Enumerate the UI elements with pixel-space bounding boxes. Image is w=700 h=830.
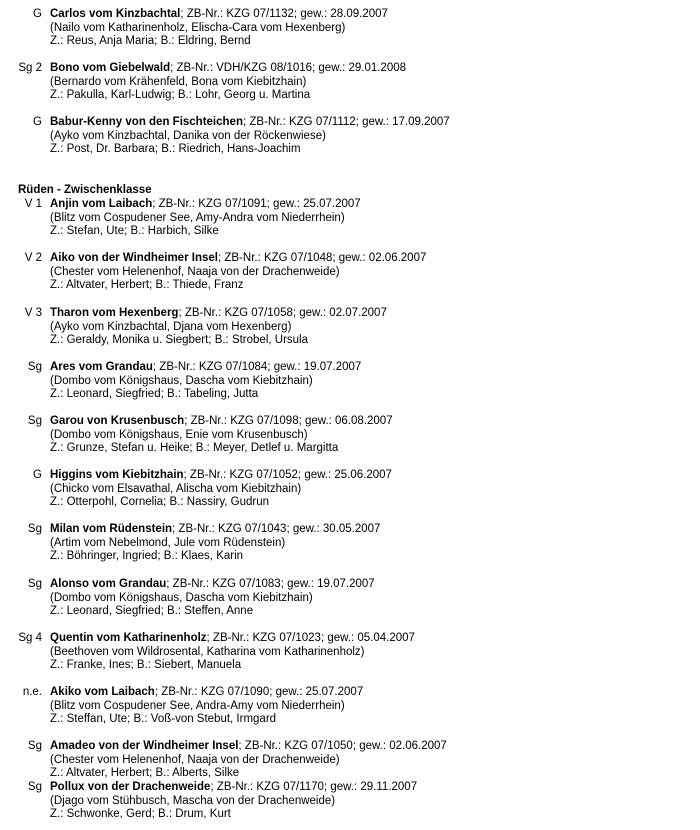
entry-body xyxy=(50,523,690,564)
parents-line: (Dombo vom Königshaus, Dascha vom Kiebitzhain) xyxy=(50,591,313,604)
entry-grade: Sg xyxy=(27,523,42,535)
registration-details: ; ZB-Nr.: KZG 07/1058; gew.: 02.07.2007 xyxy=(178,307,387,319)
parents-line: (Dombo vom Königshaus, Enie vom Krusenbusch) xyxy=(50,428,308,441)
breeder-owner-line: Z.: Altvater, Herbert; B.: Thiede, Franz xyxy=(50,279,244,291)
entry-title-line xyxy=(50,578,690,592)
breeder-owner-line: Z.: Leonard, Siegfried; B.: Tabeling, Jutta xyxy=(50,388,259,400)
entry-grade: Sg xyxy=(27,781,42,793)
entry-title-line xyxy=(50,415,690,429)
registration-details: ; ZB-Nr.: KZG 07/1112; gew.: 17.09.2007 xyxy=(242,116,450,128)
breeder-owner-line: Z.: Post, Dr. Barbara; B.: Riedrich, Hans-Joachim xyxy=(50,143,301,155)
dog-name: Amadeo von der Windheimer Insel xyxy=(50,740,239,752)
dog-name: Anjin vom Laibach xyxy=(50,198,153,210)
breeder-owner-line: Z.: Steffan, Ute; B.: Voß-von Stebut, Irmgard xyxy=(50,713,277,725)
registration-details: ; ZB-Nr.: KZG 07/1083; gew.: 19.07.2007 xyxy=(166,578,375,590)
entry-body xyxy=(50,740,690,781)
entry-body xyxy=(50,686,690,727)
entry-grade: Sg 2 xyxy=(18,62,42,74)
entry-title-line xyxy=(50,198,690,212)
parents-line: (Ayko vom Kinzbachtal, Danika von der Röckenwiese) xyxy=(50,129,326,142)
entry-body xyxy=(50,578,690,619)
breeder-owner-line: Z.: Otterpohl, Cornelia; B.: Nassiry, Gudrun xyxy=(50,496,270,508)
entry-body xyxy=(50,62,690,103)
dog-name: Akiko vom Laibach xyxy=(50,686,155,698)
parents-line: (Bernardo vom Krähenfeld, Bona vom Kiebitzhain) xyxy=(50,75,307,88)
dog-name: Carlos vom Kinzbachtal xyxy=(50,8,181,20)
registration-details: ; ZB-Nr.: KZG 07/1048; gew.: 02.06.2007 xyxy=(217,252,427,264)
registration-details: ; ZB-Nr.: KZG 07/1084; gew.: 19.07.2007 xyxy=(152,361,362,373)
breeder-owner-line: Z.: Geraldy, Monika u. Siegbert; B.: Strobel, Ursula xyxy=(50,334,309,346)
parents-line: (Chester vom Helenenhof, Naaja von der Drachenweide) xyxy=(50,265,340,278)
breeder-owner-line: Z.: Grunze, Stefan u. Heike; B.: Meyer, Detlef u. Margitta xyxy=(50,442,339,454)
entry-body xyxy=(50,307,690,348)
breeder-owner-line: Z.: Böhringer, Ingried; B.: Klaes, Karin xyxy=(50,550,244,562)
breeder-owner-line: Z.: Reus, Anja Maria; B.: Eldring, Bernd xyxy=(50,35,251,47)
section-heading: Rüden - Zwischenklasse xyxy=(18,184,152,196)
registration-details: ; ZB-Nr.: KZG 07/1091; gew.: 25.07.2007 xyxy=(152,198,361,210)
breeder-owner-line: Z.: Schwonke, Gerd; B.: Drum, Kurt xyxy=(50,808,231,820)
entry-grade: Sg xyxy=(27,415,42,427)
registration-details: ; ZB-Nr.: KZG 07/1043; gew.: 30.05.2007 xyxy=(172,523,381,535)
entry-body xyxy=(50,781,690,822)
entry-title-line xyxy=(50,740,690,754)
entry-grade: n.e. xyxy=(22,686,42,698)
entry-grade: Sg xyxy=(27,361,42,373)
registration-details: ; ZB-Nr.: KZG 07/1098; gew.: 06.08.2007 xyxy=(184,415,393,427)
entry-title-line xyxy=(50,781,690,795)
entry-grade: Sg xyxy=(27,740,42,752)
dog-name: Milan vom Rüdenstein xyxy=(50,523,173,535)
dog-name: Garou von Krusenbusch xyxy=(50,415,185,427)
entry-title-line xyxy=(50,307,690,321)
entry-grade: G xyxy=(33,8,42,20)
entry-body xyxy=(50,252,690,293)
dog-name: Babur-Kenny von den Fischteichen xyxy=(50,116,243,128)
parents-line: (Beethoven vom Wildrosental, Katharina vom Katharinenholz) xyxy=(50,645,365,658)
entry-title-line xyxy=(50,686,690,700)
parents-line: (Chicko vom Elsavathal, Alischa vom Kiebitzhain) xyxy=(50,482,302,495)
parents-line: (Chester vom Helenenhof, Naaja von der Drachenweide) xyxy=(50,753,340,766)
entry-body xyxy=(50,8,690,49)
entry-body xyxy=(50,198,690,239)
registration-details: ; ZB-Nr.: KZG 07/1090; gew.: 25.07.2007 xyxy=(154,686,364,698)
dog-name: Higgins vom Kiebitzhain xyxy=(50,469,184,481)
parents-line: (Blitz vom Cospudener See, Amy-Andra vom Niederrhein) xyxy=(50,211,345,224)
entry-title-line xyxy=(50,8,690,22)
dog-name: Tharon vom Hexenberg xyxy=(50,307,179,319)
dog-name: Alonso vom Grandau xyxy=(50,578,167,590)
parents-line: (Artim vom Nebelmond, Jule vom Rüdenstein) xyxy=(50,536,286,549)
entry-title-line xyxy=(50,632,690,646)
registration-details: ; ZB-Nr.: KZG 07/1132; gew.: 28.09.2007 xyxy=(180,8,388,20)
parents-line: (Dombo vom Königshaus, Dascha vom Kiebitzhain) xyxy=(50,374,313,387)
entry-title-line xyxy=(50,116,690,130)
breeder-owner-line: Z.: Franke, Ines; B.: Siebert, Manuela xyxy=(50,659,242,671)
entry-grade: G xyxy=(33,116,42,128)
dog-name: Aiko von der Windheimer Insel xyxy=(50,252,218,264)
entry-body xyxy=(50,116,690,157)
entry-body xyxy=(50,415,690,456)
entry-grade: V 3 xyxy=(24,307,42,319)
breeder-owner-line: Z.: Altvater, Herbert; B.: Alberts, Silke xyxy=(50,767,240,779)
dog-name: Quentin vom Katharinenholz xyxy=(50,632,207,644)
entry-grade: G xyxy=(33,469,42,481)
parents-line: (Blitz vom Cospudener See, Andra-Amy vom Niederrhein) xyxy=(50,699,345,712)
entry-body xyxy=(50,469,690,510)
entry-grade: Sg 4 xyxy=(18,632,42,644)
entry-title-line xyxy=(50,523,690,537)
entry-body xyxy=(50,632,690,673)
entry-title-line xyxy=(50,62,690,76)
entry-title-line xyxy=(50,252,690,266)
registration-details: ; ZB-Nr.: KZG 07/1050; gew.: 02.06.2007 xyxy=(238,740,447,752)
registration-details: ; ZB-Nr.: KZG 07/1023; gew.: 05.04.2007 xyxy=(206,632,415,644)
breeder-owner-line: Z.: Stefan, Ute; B.: Harbich, Silke xyxy=(50,225,219,237)
parents-line: (Ayko vom Kinzbachtal, Djana vom Hexenberg) xyxy=(50,320,292,333)
registration-details: ; ZB-Nr.: KZG 07/1052; gew.: 25.06.2007 xyxy=(183,469,392,481)
parents-line: (Djago vom Stühbusch, Mascha von der Drachenweide) xyxy=(50,794,336,807)
entry-grade: V 2 xyxy=(24,252,42,264)
entry-title-line xyxy=(50,361,690,375)
entry-title-line xyxy=(50,469,690,483)
registration-details: ; ZB-Nr.: KZG 07/1170; gew.: 29.11.2007 xyxy=(210,781,418,793)
entry-grade: V 1 xyxy=(24,198,42,210)
dog-name: Ares vom Grandau xyxy=(50,361,153,373)
parents-line: (Nailo vom Katharinenholz, Elischa-Cara vom Hexenberg) xyxy=(50,21,346,34)
breeder-owner-line: Z.: Leonard, Siegfried; B.: Steffen, Anne xyxy=(50,605,254,617)
dog-name: Bono vom Giebelwald xyxy=(50,62,171,74)
registration-details: ; ZB-Nr.: VDH/KZG 08/1016; gew.: 29.01.2008 xyxy=(170,62,407,74)
dog-name: Pollux von der Drachenweide xyxy=(50,781,211,793)
breeder-owner-line: Z.: Pakulla, Karl-Ludwig; B.: Lohr, Georg u. Martina xyxy=(50,89,311,101)
entry-body xyxy=(50,361,690,402)
entry-grade: Sg xyxy=(27,578,42,590)
